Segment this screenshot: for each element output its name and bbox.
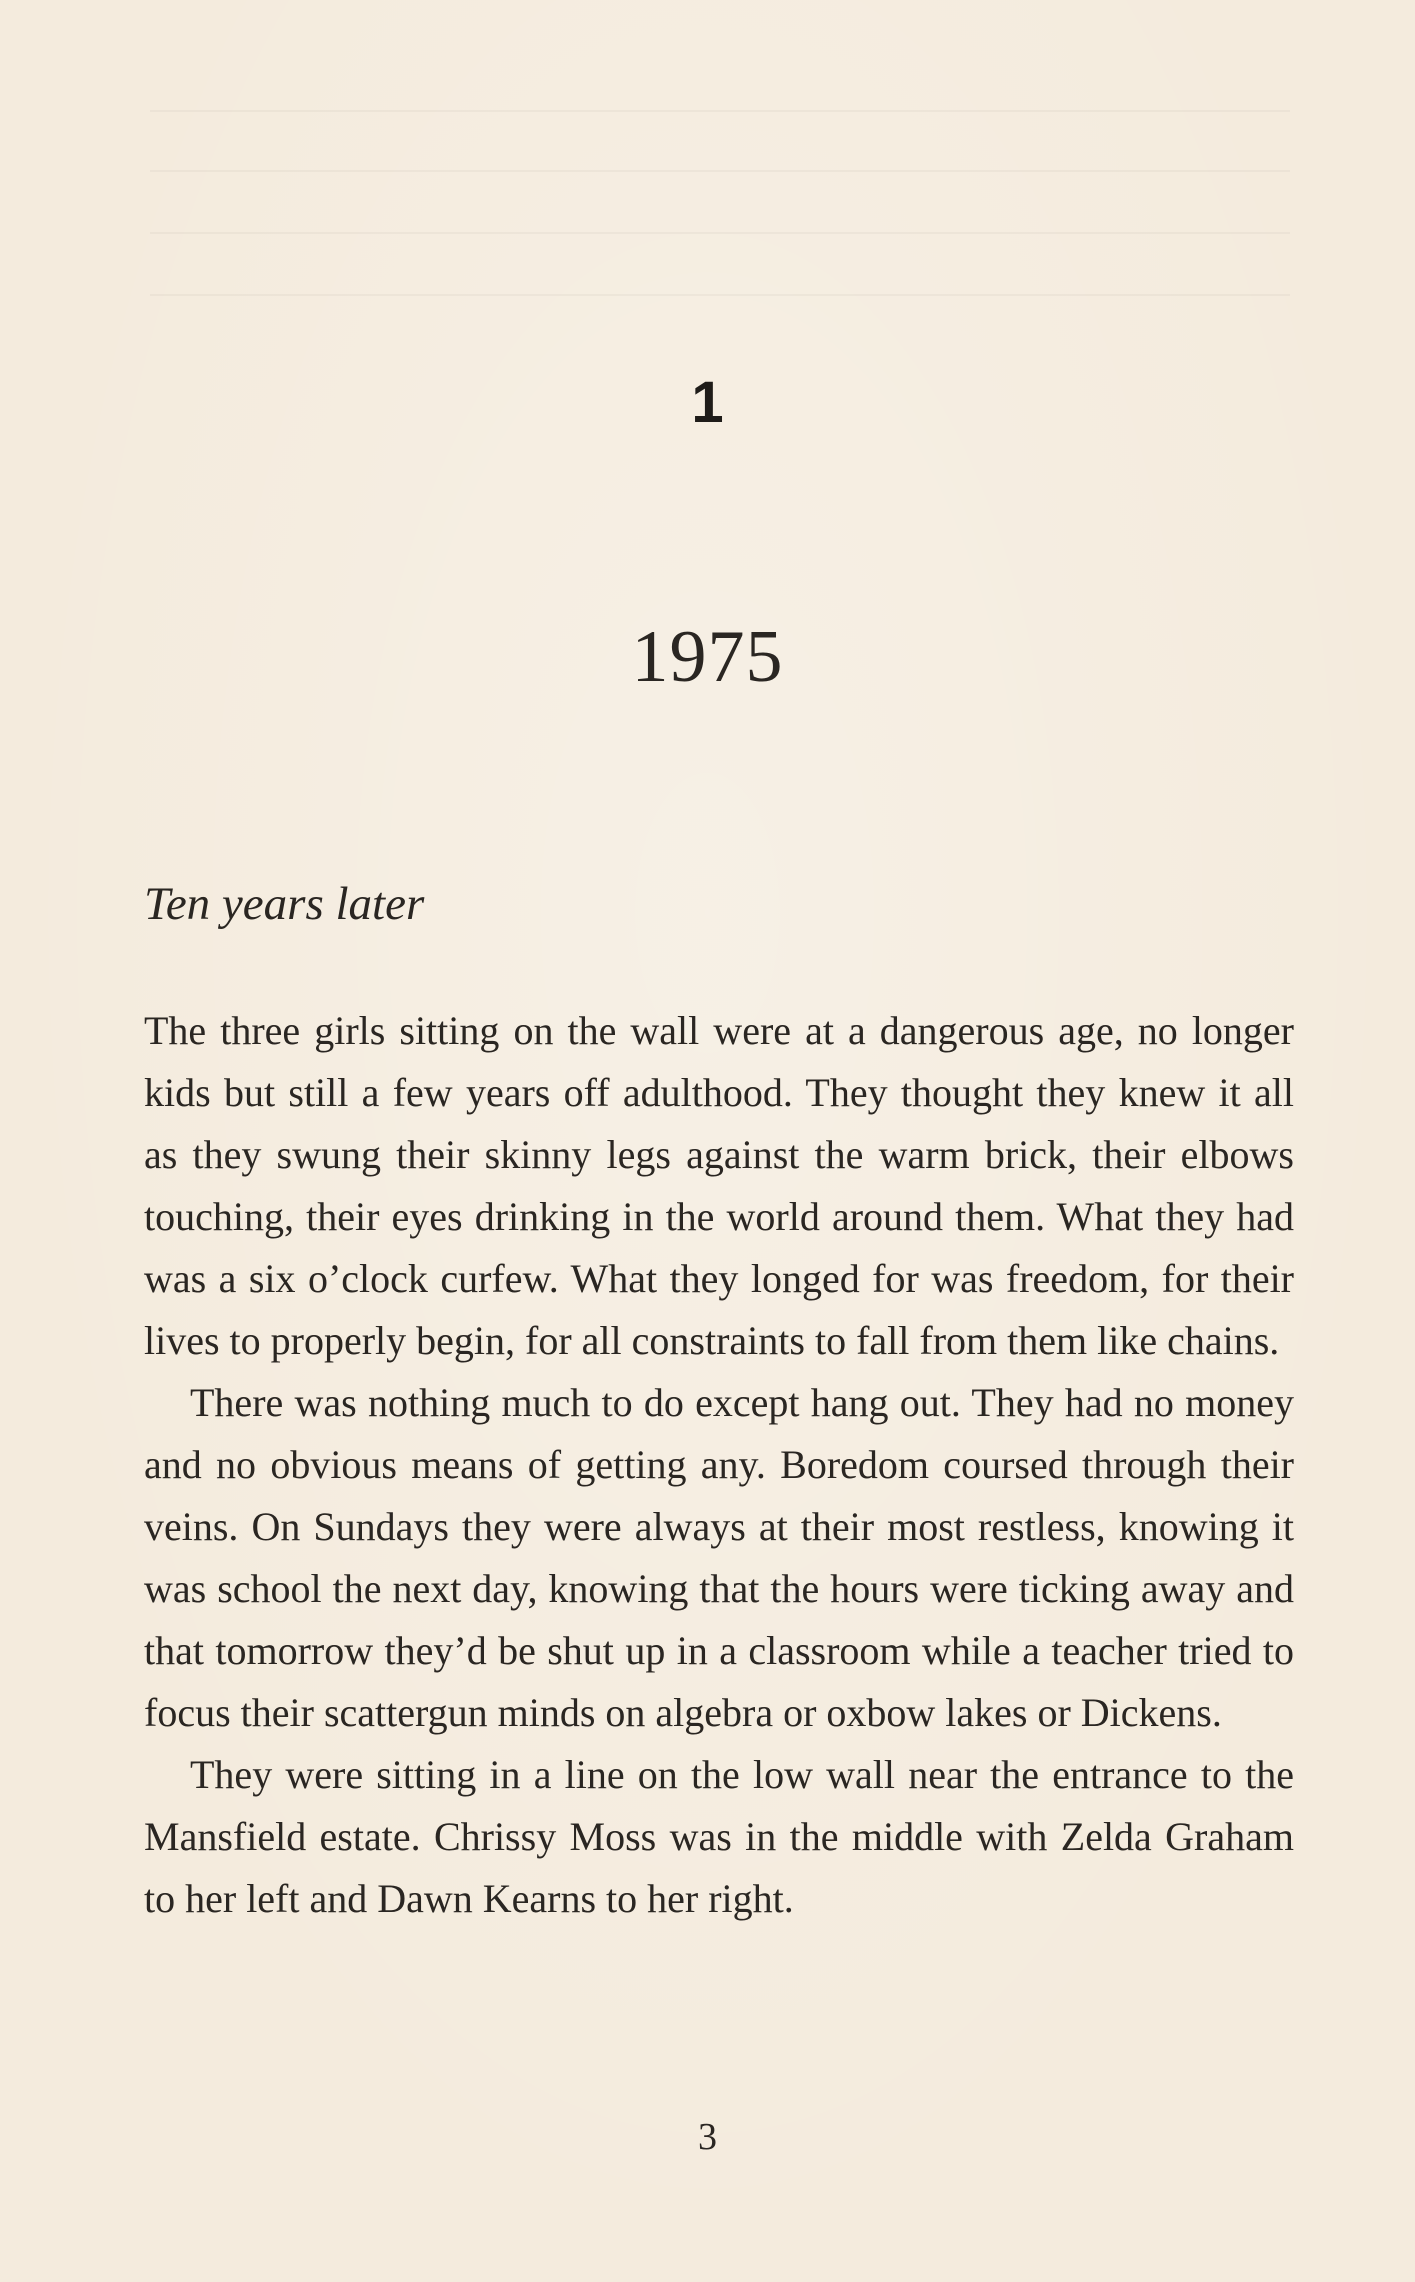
- chapter-year: 1975: [631, 616, 784, 698]
- paragraph: There was nothing much to do except hang out. They had no money and no obvious means of getting any. Boredom coursed through their veins. On Sundays they were always at their most restless, knowing it was school the next day, knowing that the hours were ticking away and that tomorrow they’d be shut up in a classroom while a teacher tried to focus their scattergun minds on algebra or oxbow lakes or Dickens.: [144, 1380, 1294, 1735]
- show-through-line: [150, 110, 1290, 112]
- chapter-subtitle: Ten years later: [144, 878, 425, 930]
- page-number: 3: [698, 2116, 717, 2158]
- show-through-line: [150, 232, 1290, 234]
- chapter-body: [144, 1000, 1294, 1930]
- paragraph: They were sitting in a line on the low wall near the entrance to the Mansfield estate. Chrissy Moss was in the middle with Zelda Graham to her left and Dawn Kearns to her right.: [144, 1752, 1294, 1921]
- paragraph: The three girls sitting on the wall were at a dangerous age, no longer kids but still a few years off adulthood. They thought they knew it all as they swung their skinny legs against the warm brick, their elbows touching, their eyes drinking in the world around them. What they had was a six o’clock curfew. What they longed for was freedom, for their lives to properly begin, for all constraints to fall from them like chains.: [144, 1008, 1294, 1363]
- chapter-number: 1: [691, 370, 724, 435]
- show-through-line: [150, 170, 1290, 172]
- show-through-line: [150, 294, 1290, 296]
